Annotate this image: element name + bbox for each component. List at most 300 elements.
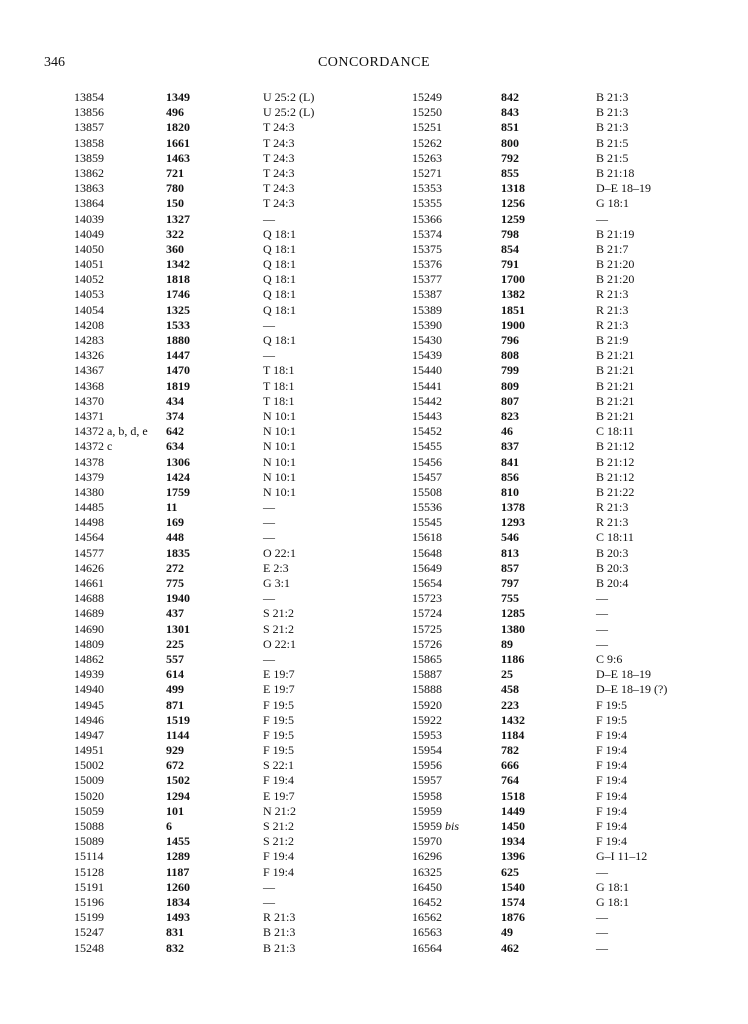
findspot-reference: G 3:1 — [263, 576, 290, 590]
catalogue-number: 1342 — [166, 257, 190, 272]
findspot-reference: F 19:4 — [263, 864, 295, 879]
inventory-number: 14661 — [74, 576, 104, 590]
findspot-reference: G 18:1 — [596, 879, 629, 894]
catalogue-number: 101 — [166, 803, 184, 818]
catalogue-number: 642 — [166, 424, 184, 439]
findspot-reference: U 25:2 (L) — [263, 105, 315, 120]
inventory-number: 14039 — [74, 211, 104, 226]
inventory-number: 15390 — [412, 317, 442, 332]
findspot-reference: S 21:2 — [263, 606, 295, 621]
inventory-number: 14564 — [74, 530, 104, 545]
catalogue-number: 1519 — [166, 712, 190, 727]
findspot-reference: — — [596, 940, 608, 955]
catalogue-number: 1759 — [166, 484, 190, 499]
catalogue-number: 437 — [166, 606, 184, 621]
catalogue-number: 1934 — [501, 834, 525, 849]
catalogue-number: 1432 — [501, 712, 525, 727]
inventory-number: 15247 — [74, 925, 104, 940]
catalogue-number: 1834 — [166, 894, 190, 909]
catalogue-number: 499 — [166, 682, 184, 697]
inventory-number: 13854 — [74, 90, 104, 104]
inventory-number: 16562 — [412, 910, 442, 925]
findspot-reference: — — [596, 910, 608, 925]
catalogue-number: 1382 — [501, 287, 525, 302]
findspot-reference: T 24:3 — [263, 135, 295, 150]
catalogue-number: 625 — [501, 864, 519, 879]
inventory-number: 14485 — [74, 500, 104, 515]
inventory-number: 15957 — [412, 773, 442, 788]
findspot-reference: B 21:19 — [596, 226, 635, 241]
catalogue-number: 458 — [501, 682, 519, 697]
findspot-reference: — — [596, 606, 608, 621]
inventory-number: 14378 — [74, 454, 104, 469]
catalogue-number: 755 — [501, 591, 519, 606]
catalogue-number: 854 — [501, 241, 519, 256]
findspot-reference: Q 18:1 — [263, 257, 296, 272]
findspot-reference: D–E 18–19 (?) — [596, 682, 668, 697]
catalogue-number: 823 — [501, 408, 519, 423]
inventory-number: 15723 — [412, 591, 442, 606]
findspot-reference: O 22:1 — [263, 545, 296, 560]
inventory-number: 15724 — [412, 606, 442, 621]
findspot-reference: F 19:5 — [596, 712, 628, 727]
findspot-reference: S 21:2 — [263, 819, 295, 833]
catalogue-number: 272 — [166, 560, 184, 575]
inventory-number: 15726 — [412, 636, 442, 651]
inventory-number: 15199 — [74, 910, 104, 925]
catalogue-number: 1447 — [166, 348, 190, 363]
findspot-reference: R 21:3 — [596, 515, 629, 530]
inventory-number: 13856 — [74, 105, 104, 120]
catalogue-number: 89 — [501, 636, 513, 651]
catalogue-number: 775 — [166, 576, 184, 590]
catalogue-number: 1900 — [501, 317, 525, 332]
inventory-number: 13863 — [74, 181, 104, 196]
catalogue-number: 634 — [166, 439, 184, 454]
catalogue-number: 799 — [501, 363, 519, 378]
findspot-reference: D–E 18–19 — [596, 181, 651, 196]
inventory-number: 15441 — [412, 378, 442, 393]
inventory-number: 13859 — [74, 150, 104, 165]
findspot-reference: Q 18:1 — [263, 226, 296, 241]
findspot-reference: B 21:12 — [596, 454, 635, 469]
findspot-reference: — — [596, 211, 608, 226]
inventory-number: 14951 — [74, 743, 104, 758]
inventory-number: 13858 — [74, 135, 104, 150]
catalogue-number: 1187 — [166, 864, 190, 879]
findspot-reference: R 21:3 — [263, 910, 296, 925]
catalogue-number: 797 — [501, 576, 519, 590]
findspot-reference: B 21:5 — [596, 150, 629, 165]
findspot-reference: E 19:7 — [263, 682, 295, 697]
inventory-number: 14051 — [74, 257, 104, 272]
inventory-number: 14945 — [74, 697, 104, 712]
inventory-number: 15959 bis — [412, 819, 460, 833]
findspot-reference: S 22:1 — [263, 758, 295, 773]
findspot-reference: B 21:3 — [596, 90, 629, 104]
findspot-reference: — — [596, 636, 608, 651]
catalogue-number: 857 — [501, 560, 519, 575]
findspot-reference: R 21:3 — [596, 500, 629, 515]
catalogue-number: 1301 — [166, 621, 190, 636]
findspot-reference: B 20:3 — [596, 560, 629, 575]
findspot-reference: S 21:2 — [263, 834, 295, 849]
findspot-reference: F 19:4 — [596, 819, 628, 833]
inventory-number: 15654 — [412, 576, 442, 590]
findspot-reference: B 21:21 — [596, 378, 635, 393]
catalogue-number: 809 — [501, 378, 519, 393]
inventory-number: 14370 — [74, 393, 104, 408]
findspot-reference: B 21:20 — [596, 257, 635, 272]
findspot-reference: F 19:4 — [596, 758, 628, 773]
inventory-number: 15618 — [412, 530, 442, 545]
catalogue-number: 764 — [501, 773, 519, 788]
inventory-number: 15440 — [412, 363, 442, 378]
findspot-reference: R 21:3 — [596, 302, 629, 317]
inventory-number: 15375 — [412, 241, 442, 256]
catalogue-number: 1144 — [166, 727, 190, 742]
catalogue-number: 841 — [501, 454, 519, 469]
findspot-reference: N 10:1 — [263, 454, 296, 469]
findspot-reference: T 24:3 — [263, 181, 295, 196]
catalogue-number: 1518 — [501, 788, 525, 803]
findspot-reference: Q 18:1 — [263, 241, 296, 256]
findspot-reference: Q 18:1 — [263, 272, 296, 287]
inventory-number: 15353 — [412, 181, 442, 196]
catalogue-number: 1318 — [501, 181, 525, 196]
catalogue-number: 1289 — [166, 849, 190, 864]
catalogue-number: 462 — [501, 940, 519, 955]
inventory-number: 15387 — [412, 287, 442, 302]
catalogue-number: 1470 — [166, 363, 190, 378]
catalogue-number: 1533 — [166, 317, 190, 332]
inventory-number: 15545 — [412, 515, 442, 530]
inventory-number: 14372 c — [74, 439, 113, 454]
inventory-number: 15250 — [412, 105, 442, 120]
inventory-number: 15089 — [74, 834, 104, 849]
findspot-reference: B 21:20 — [596, 272, 635, 287]
inventory-number: 15059 — [74, 803, 104, 818]
findspot-reference: F 19:4 — [263, 773, 295, 788]
findspot-reference: Q 18:1 — [263, 333, 296, 347]
inventory-number: 14626 — [74, 560, 104, 575]
inventory-number: 16325 — [412, 864, 442, 879]
inventory-number: 15366 — [412, 211, 442, 226]
findspot-reference: F 19:4 — [596, 743, 628, 758]
findspot-reference: B 21:12 — [596, 469, 635, 484]
inventory-number: 15114 — [74, 849, 104, 864]
inventory-number: 15376 — [412, 257, 442, 272]
catalogue-number: 780 — [166, 181, 184, 196]
page-number: 346 — [44, 55, 65, 70]
catalogue-number: 1424 — [166, 469, 190, 484]
bis-suffix: bis — [445, 819, 460, 833]
findspot-reference: E 19:7 — [263, 788, 295, 803]
findspot-reference: B 21:7 — [596, 241, 629, 256]
findspot-reference: F 19:4 — [596, 773, 628, 788]
inventory-number: 15920 — [412, 697, 442, 712]
inventory-number: 15196 — [74, 894, 104, 909]
findspot-reference: F 19:5 — [263, 743, 295, 758]
inventory-number: 15088 — [74, 819, 104, 833]
findspot-reference: B 20:3 — [596, 545, 629, 560]
inventory-number: 15377 — [412, 272, 442, 287]
inventory-number: 15452 — [412, 424, 442, 439]
inventory-number: 14380 — [74, 484, 104, 499]
findspot-reference: — — [596, 925, 608, 940]
inventory-number: 15248 — [74, 940, 104, 955]
inventory-number: 14940 — [74, 682, 104, 697]
inventory-number: 15970 — [412, 834, 442, 849]
findspot-reference: F 19:4 — [596, 727, 628, 742]
findspot-reference: — — [263, 530, 275, 545]
inventory-number: 14208 — [74, 317, 104, 332]
catalogue-number: 46 — [501, 424, 513, 439]
catalogue-number: 448 — [166, 530, 184, 545]
inventory-number: 14498 — [74, 515, 104, 530]
inventory-number: 15374 — [412, 226, 442, 241]
catalogue-number: 792 — [501, 150, 519, 165]
findspot-reference: — — [596, 621, 608, 636]
inventory-number: 15191 — [74, 879, 104, 894]
inventory-number: 15389 — [412, 302, 442, 317]
inventory-number: 14368 — [74, 378, 104, 393]
findspot-reference: N 10:1 — [263, 408, 296, 423]
findspot-reference: — — [263, 348, 275, 363]
catalogue-number: 800 — [501, 135, 519, 150]
inventory-number: 15020 — [74, 788, 104, 803]
findspot-reference: N 10:1 — [263, 424, 296, 439]
inventory-number: 15430 — [412, 333, 442, 347]
inventory-number: 14946 — [74, 712, 104, 727]
inventory-number: 15456 — [412, 454, 442, 469]
findspot-reference: T 24:3 — [263, 120, 295, 135]
inventory-number: 15443 — [412, 408, 442, 423]
catalogue-number: 851 — [501, 120, 519, 135]
catalogue-number: 1259 — [501, 211, 525, 226]
catalogue-number: 1450 — [501, 819, 525, 833]
inventory-number: 14326 — [74, 348, 104, 363]
catalogue-number: 1378 — [501, 500, 525, 515]
catalogue-number: 1327 — [166, 211, 190, 226]
catalogue-number: 1661 — [166, 135, 190, 150]
findspot-reference: B 21:3 — [596, 120, 629, 135]
catalogue-number: 843 — [501, 105, 519, 120]
inventory-number: 13862 — [74, 165, 104, 180]
catalogue-number: 721 — [166, 165, 184, 180]
inventory-number: 14577 — [74, 545, 104, 560]
inventory-number: 16450 — [412, 879, 442, 894]
catalogue-number: 546 — [501, 530, 519, 545]
catalogue-number: 807 — [501, 393, 519, 408]
inventory-number: 15725 — [412, 621, 442, 636]
catalogue-number: 1880 — [166, 333, 190, 347]
catalogue-number: 1574 — [501, 894, 525, 909]
inventory-number: 16296 — [412, 849, 442, 864]
findspot-reference: N 10:1 — [263, 439, 296, 454]
findspot-reference: T 18:1 — [263, 378, 295, 393]
findspot-reference: N 10:1 — [263, 484, 296, 499]
inventory-number: 14283 — [74, 333, 104, 347]
findspot-reference: — — [263, 879, 275, 894]
catalogue-number: 374 — [166, 408, 184, 423]
inventory-number: 15887 — [412, 667, 442, 682]
page-title: CONCORDANCE — [317, 55, 431, 70]
catalogue-number: 1184 — [501, 727, 525, 742]
findspot-reference: N 21:2 — [263, 803, 296, 818]
findspot-reference: — — [263, 894, 275, 909]
findspot-reference: B 21:21 — [596, 363, 635, 378]
catalogue-number: 1540 — [501, 879, 525, 894]
catalogue-number: 1940 — [166, 591, 190, 606]
findspot-reference: R 21:3 — [596, 287, 629, 302]
inventory-number: 15956 — [412, 758, 442, 773]
catalogue-number: 837 — [501, 439, 519, 454]
findspot-reference: T 24:3 — [263, 150, 295, 165]
catalogue-number: 614 — [166, 667, 184, 682]
inventory-number: 15922 — [412, 712, 442, 727]
catalogue-number: 1876 — [501, 910, 525, 925]
inventory-number: 14050 — [74, 241, 104, 256]
catalogue-number: 782 — [501, 743, 519, 758]
findspot-reference: Q 18:1 — [263, 287, 296, 302]
inventory-number: 14054 — [74, 302, 104, 317]
findspot-reference: — — [263, 515, 275, 530]
inventory-number: 15958 — [412, 788, 442, 803]
findspot-reference: F 19:4 — [596, 788, 628, 803]
inventory-number: 15648 — [412, 545, 442, 560]
catalogue-number: 1835 — [166, 545, 190, 560]
inventory-number: 15649 — [412, 560, 442, 575]
inventory-number: 15262 — [412, 135, 442, 150]
findspot-reference: C 18:11 — [596, 530, 634, 545]
inventory-number: 14372 a, b, d, e — [74, 424, 148, 439]
inventory-number: 15865 — [412, 651, 442, 666]
inventory-number: 15271 — [412, 165, 442, 180]
catalogue-number: 672 — [166, 758, 184, 773]
findspot-reference: F 19:5 — [263, 697, 295, 712]
findspot-reference: B 21:9 — [596, 333, 629, 347]
inventory-number: 15455 — [412, 439, 442, 454]
catalogue-number: 856 — [501, 469, 519, 484]
catalogue-number: 1820 — [166, 120, 190, 135]
findspot-reference: D–E 18–19 — [596, 667, 651, 682]
findspot-reference: — — [263, 211, 275, 226]
findspot-reference: T 24:3 — [263, 196, 295, 211]
catalogue-number: 796 — [501, 333, 519, 347]
catalogue-number: 831 — [166, 925, 184, 940]
inventory-number: 13864 — [74, 196, 104, 211]
findspot-reference: B 21:21 — [596, 393, 635, 408]
inventory-number: 15009 — [74, 773, 104, 788]
catalogue-number: 791 — [501, 257, 519, 272]
inventory-number: 16563 — [412, 925, 442, 940]
catalogue-number: 169 — [166, 515, 184, 530]
inventory-number: 14690 — [74, 621, 104, 636]
catalogue-number: 1746 — [166, 287, 190, 302]
inventory-number: 14379 — [74, 469, 104, 484]
catalogue-number: 666 — [501, 758, 519, 773]
findspot-reference: B 21:22 — [596, 484, 635, 499]
catalogue-number: 1186 — [501, 651, 525, 666]
findspot-reference: — — [596, 864, 608, 879]
inventory-number: 15508 — [412, 484, 442, 499]
findspot-reference: B 21:21 — [596, 348, 635, 363]
inventory-number: 15457 — [412, 469, 442, 484]
inventory-number: 15251 — [412, 120, 442, 135]
inventory-number: 15953 — [412, 727, 442, 742]
catalogue-number: 1349 — [166, 90, 190, 104]
findspot-reference: B 21:3 — [263, 940, 296, 955]
catalogue-number: 842 — [501, 90, 519, 104]
catalogue-number: 223 — [501, 697, 519, 712]
findspot-reference: T 18:1 — [263, 363, 295, 378]
inventory-number: 15249 — [412, 90, 442, 104]
catalogue-number: 810 — [501, 484, 519, 499]
findspot-reference: E 2:3 — [263, 560, 289, 575]
catalogue-number: 1502 — [166, 773, 190, 788]
catalogue-number: 1325 — [166, 302, 190, 317]
findspot-reference: — — [263, 591, 275, 606]
findspot-reference: B 21:5 — [596, 135, 629, 150]
catalogue-number: 1256 — [501, 196, 525, 211]
inventory-number: 15355 — [412, 196, 442, 211]
findspot-reference: O 22:1 — [263, 636, 296, 651]
catalogue-number: 1294 — [166, 788, 190, 803]
catalogue-number: 434 — [166, 393, 184, 408]
findspot-reference: B 21:21 — [596, 408, 635, 423]
findspot-reference: Q 18:1 — [263, 302, 296, 317]
catalogue-number: 360 — [166, 241, 184, 256]
inventory-number: 15959 — [412, 803, 442, 818]
inventory-number: 16564 — [412, 940, 442, 955]
inventory-number: 15536 — [412, 500, 442, 515]
findspot-reference: S 21:2 — [263, 621, 295, 636]
catalogue-number: 1700 — [501, 272, 525, 287]
inventory-number: 14688 — [74, 591, 104, 606]
inventory-number: 14809 — [74, 636, 104, 651]
findspot-reference: T 24:3 — [263, 165, 295, 180]
inventory-number: 14049 — [74, 226, 104, 241]
inventory-number: 15002 — [74, 758, 104, 773]
catalogue-number: 150 — [166, 196, 184, 211]
catalogue-number: 1851 — [501, 302, 525, 317]
findspot-reference: R 21:3 — [596, 317, 629, 332]
catalogue-number: 49 — [501, 925, 513, 940]
findspot-reference: C 18:11 — [596, 424, 634, 439]
inventory-number: 15442 — [412, 393, 442, 408]
inventory-number: 14862 — [74, 651, 104, 666]
catalogue-number: 496 — [166, 105, 184, 120]
findspot-reference: B 21:3 — [596, 105, 629, 120]
findspot-reference: F 19:5 — [263, 712, 295, 727]
findspot-reference: U 25:2 (L) — [263, 90, 315, 104]
findspot-reference: C 9:6 — [596, 651, 623, 666]
catalogue-number: 1260 — [166, 879, 190, 894]
catalogue-number: 6 — [166, 819, 172, 833]
findspot-reference: F 19:4 — [263, 849, 295, 864]
catalogue-number: 832 — [166, 940, 184, 955]
inventory-number: 15888 — [412, 682, 442, 697]
catalogue-number: 322 — [166, 226, 184, 241]
findspot-reference: — — [263, 317, 275, 332]
findspot-reference: — — [263, 651, 275, 666]
catalogue-number: 929 — [166, 743, 184, 758]
findspot-reference: T 18:1 — [263, 393, 295, 408]
catalogue-number: 1463 — [166, 150, 190, 165]
catalogue-number: 871 — [166, 697, 184, 712]
inventory-number: 15128 — [74, 864, 104, 879]
